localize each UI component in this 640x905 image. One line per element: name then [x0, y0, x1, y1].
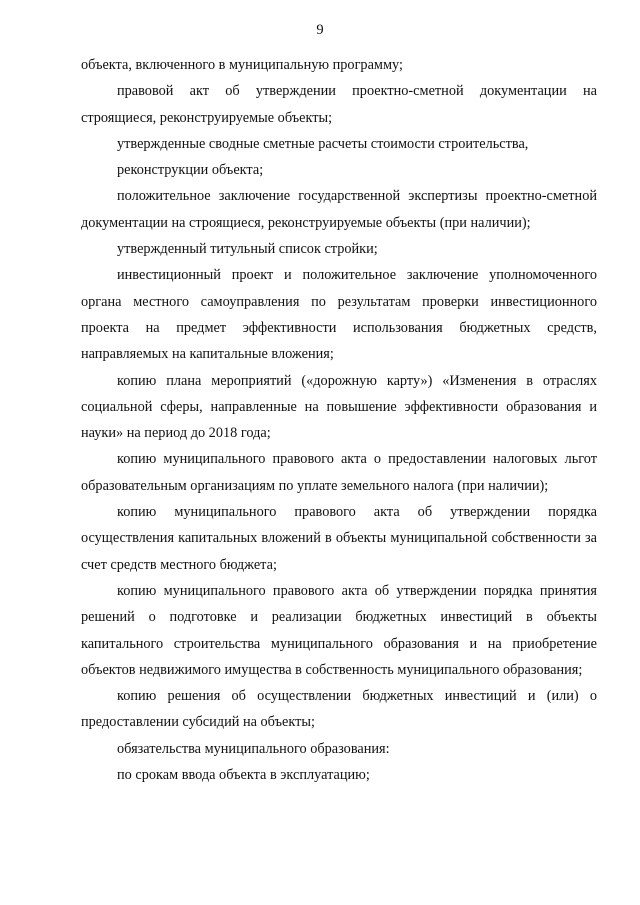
paragraph-7: инвестиционный проект и положительное заключение уполномоченного органа местного самоуправления по результатам проверки инвестиционного проекта на предмет эффективности использования бюджетных средств, направляемых на капитальные вложения;	[81, 267, 597, 363]
paragraph-5: положительное заключение государственной экспертизы проектно-сметной документации на строящиеся, реконструируемые объекты (при наличии);	[81, 188, 597, 231]
paragraph-10: копию муниципального правового акта об утверждении порядка осуществления капитальных вложений в объекты муниципальной собственности за счет средств местного бюджета;	[81, 504, 597, 573]
paragraph-12: копию решения об осуществлении бюджетных инвестиций и (или) о предоставлении субсидий на объекты;	[81, 688, 597, 731]
paragraph-4: реконструкции объекта;	[117, 162, 264, 179]
paragraph-11: копию муниципального правового акта об утверждении порядка принятия решений о подготовке и реализации бюджетных инвестиций в объекты капитального строительства муниципального образования и на приобретение объектов недвижимого имущества в собственность муниципального образования;	[81, 582, 597, 678]
paragraph-6: утвержденный титульный список стройки;	[117, 241, 378, 258]
paragraph-9: копию муниципального правового акта о предоставлении налоговых льгот образовательным организациям по уплате земельного налога (при наличии);	[81, 451, 597, 494]
paragraph-14: по срокам ввода объекта в эксплуатацию;	[117, 767, 370, 784]
paragraph-13: обязательства муниципального образования:	[117, 740, 390, 757]
paragraph-1: объекта, включенного в муниципальную программу;	[81, 57, 403, 73]
paragraph-8: копию плана мероприятий («дорожную карту») «Изменения в отраслях социальной сферы, направленные на повышение эффективности образования и науки» на период до 2018 года;	[81, 372, 597, 442]
body-text	[81, 52, 597, 788]
paragraph-3: утвержденные сводные сметные расчеты стоимости строительства,	[117, 135, 529, 152]
paragraph-2: правовой акт об утверждении проектно-сметной документации на строящиеся, реконструируемые объекты;	[81, 83, 597, 126]
page-number: 9	[316, 22, 324, 38]
